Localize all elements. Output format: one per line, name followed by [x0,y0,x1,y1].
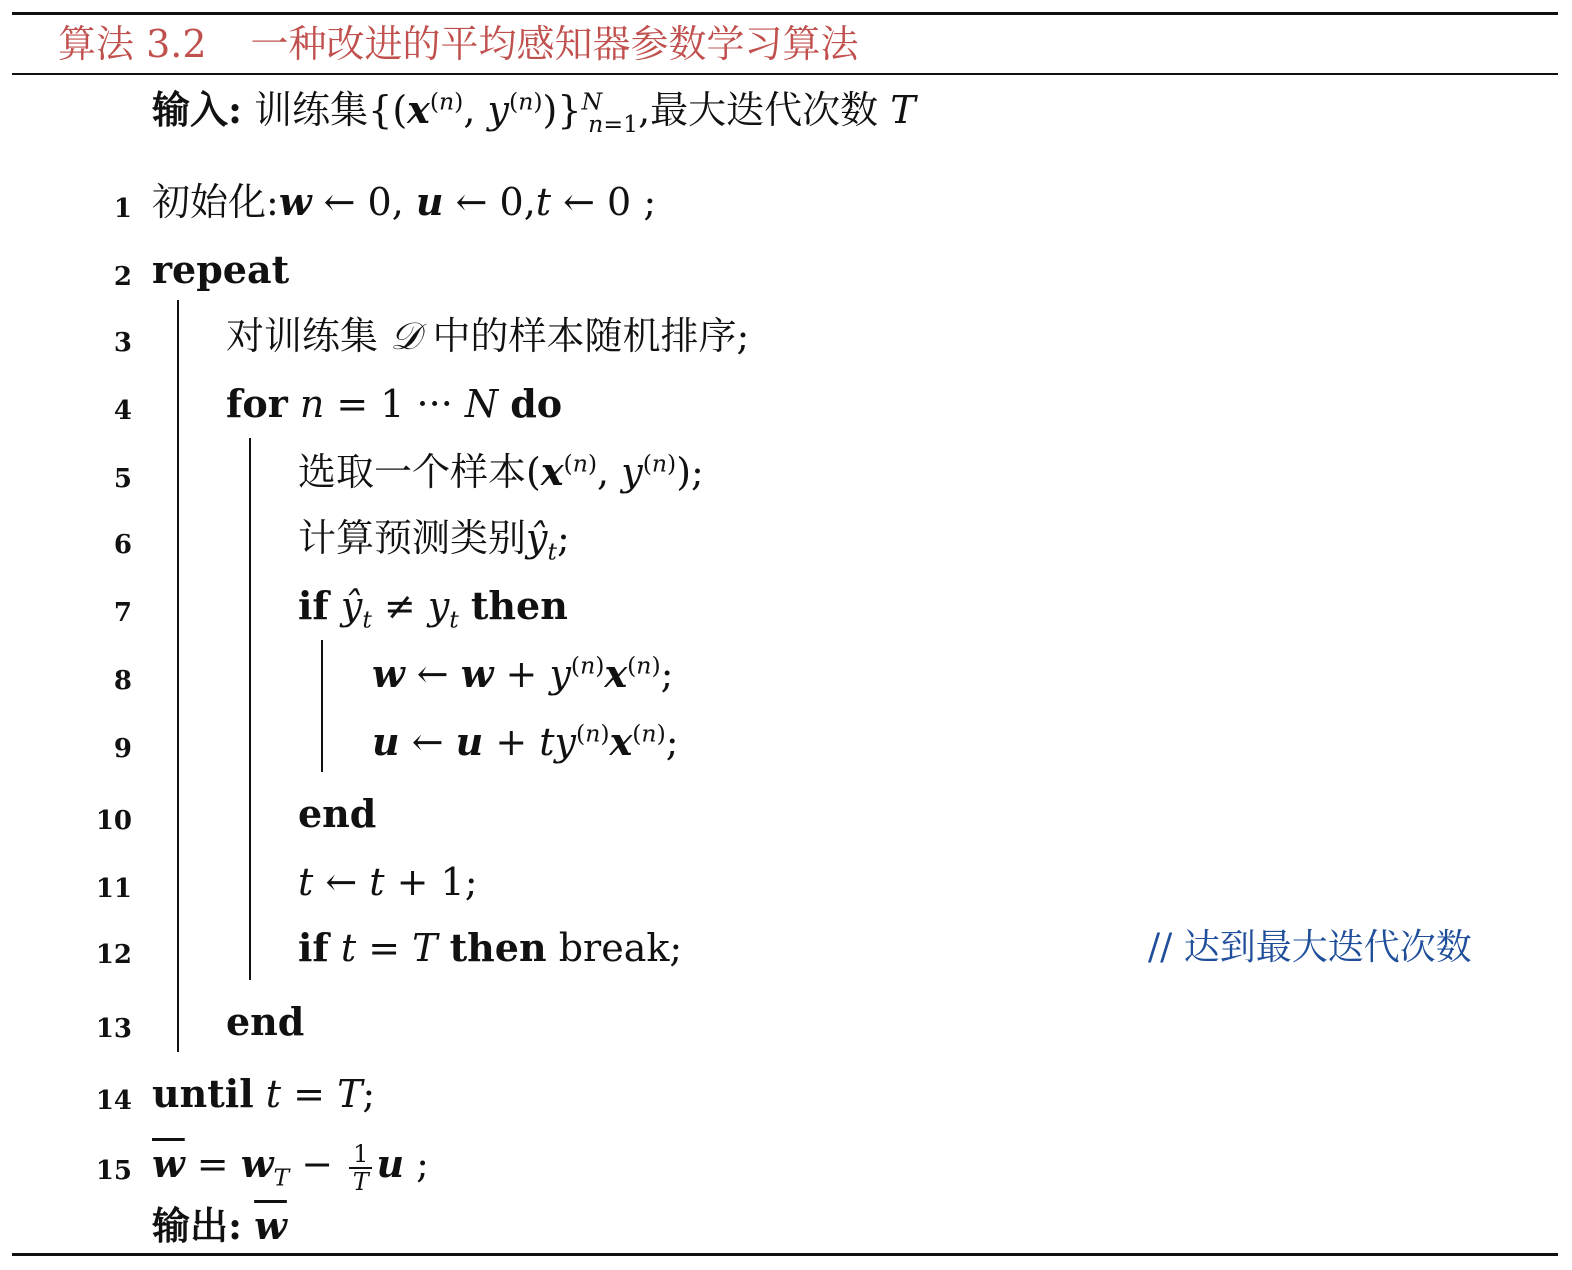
line-2 [0,240,1572,300]
line-number: 11 [95,874,132,904]
line-8: 8 w ← $w + y^{(n)}x^{(n)}$; [113,651,674,696]
fraction: $\frac{1}{T}$ [349,1141,372,1195]
line-number: 4 [113,396,132,426]
line-11: 11 t ← t + 1; [95,860,478,904]
line-number: 13 [95,1014,132,1044]
line-number: 6 [113,530,132,560]
output-line: 输出: $\overline{w}$ [152,1203,287,1248]
select-sample-text: 选取一个样本 [298,450,527,494]
break-text: break; [558,926,683,970]
line-15: 15 $\overline{w} = w_T$ − $\frac{1}{T}$ u ; [95,1139,429,1196]
line-9: 9 u ← $u + ty^{(n)}x^{(n)}$; [113,719,679,764]
line-number: 5 [113,464,132,494]
line-1: 1 初始化:w ← 0, u ← 0,t ← 0 ; [113,179,657,224]
init-text: 初始化: [152,180,279,224]
shuffle-text-2: 中的样本随机排序; [432,314,750,358]
predict-text: 计算预测类别 [298,516,527,560]
line-number: 3 [113,328,132,358]
input-line: 输入: 训练集{($x^{(n)}$, $y^{(n)})\}^N_{n=1}$,最大迭代次数 T [152,87,916,138]
line-13 [0,992,1572,1052]
if-block-line [321,640,323,772]
line-number: 12 [95,940,132,970]
repeat-keyword: repeat [152,247,290,292]
line-12: 12 if t = T then break; // 达到最大迭代次数 [0,918,1572,978]
title-rule [12,73,1558,75]
line-number: 1 [113,194,132,224]
line-number: 9 [113,734,132,764]
line-number: 2 [113,262,132,292]
bottom-rule [12,1253,1558,1256]
if-keyword: if [298,925,329,970]
line-number: 7 [113,598,132,628]
top-rule [12,12,1558,15]
line-number: 8 [113,666,132,696]
algorithm-label: 算法 3.2 [58,22,207,66]
do-keyword: do [510,381,563,426]
line-number: 10 [95,806,132,836]
algorithm-name: 一种改进的平均感知器参数学习算法 [250,22,859,66]
repeat-block-line [177,300,179,1052]
line-6: 6 计算预测类别$ŷ_t$; [113,516,570,566]
algorithm-title [58,18,859,70]
line-number: 15 [95,1156,132,1186]
for-block-line [249,438,251,980]
input-text: 训练集 [254,88,369,132]
until-keyword: until [152,1071,254,1116]
for-keyword: for [226,381,288,426]
line-4: 4 for n = 1 ··· N do [113,381,563,426]
line-number: 14 [95,1086,132,1116]
input-label: 输入: [152,87,243,132]
line-7: 7 if $ŷ_t \ne y_t$ then [113,583,568,634]
line-14: 14 until t = T; [95,1071,376,1116]
then-keyword: then [470,583,568,628]
then-keyword: then [449,925,547,970]
line-comment: // 达到最大迭代次数 [1148,927,1472,968]
line-10 [0,784,1572,844]
line-5: 5 选取一个样本($x^{(n)}$, $y^{(n)}$); [113,449,704,494]
line-3: 3 对训练集 𝒟 中的样本随机排序; [113,314,750,358]
end-keyword: end [226,999,305,1044]
if-keyword: if [298,583,329,628]
end-keyword: end [298,791,377,836]
input-text-after: ,最大迭代次数 [638,88,879,132]
shuffle-text: 对训练集 [226,314,379,358]
output-label: 输出: [152,1203,243,1248]
